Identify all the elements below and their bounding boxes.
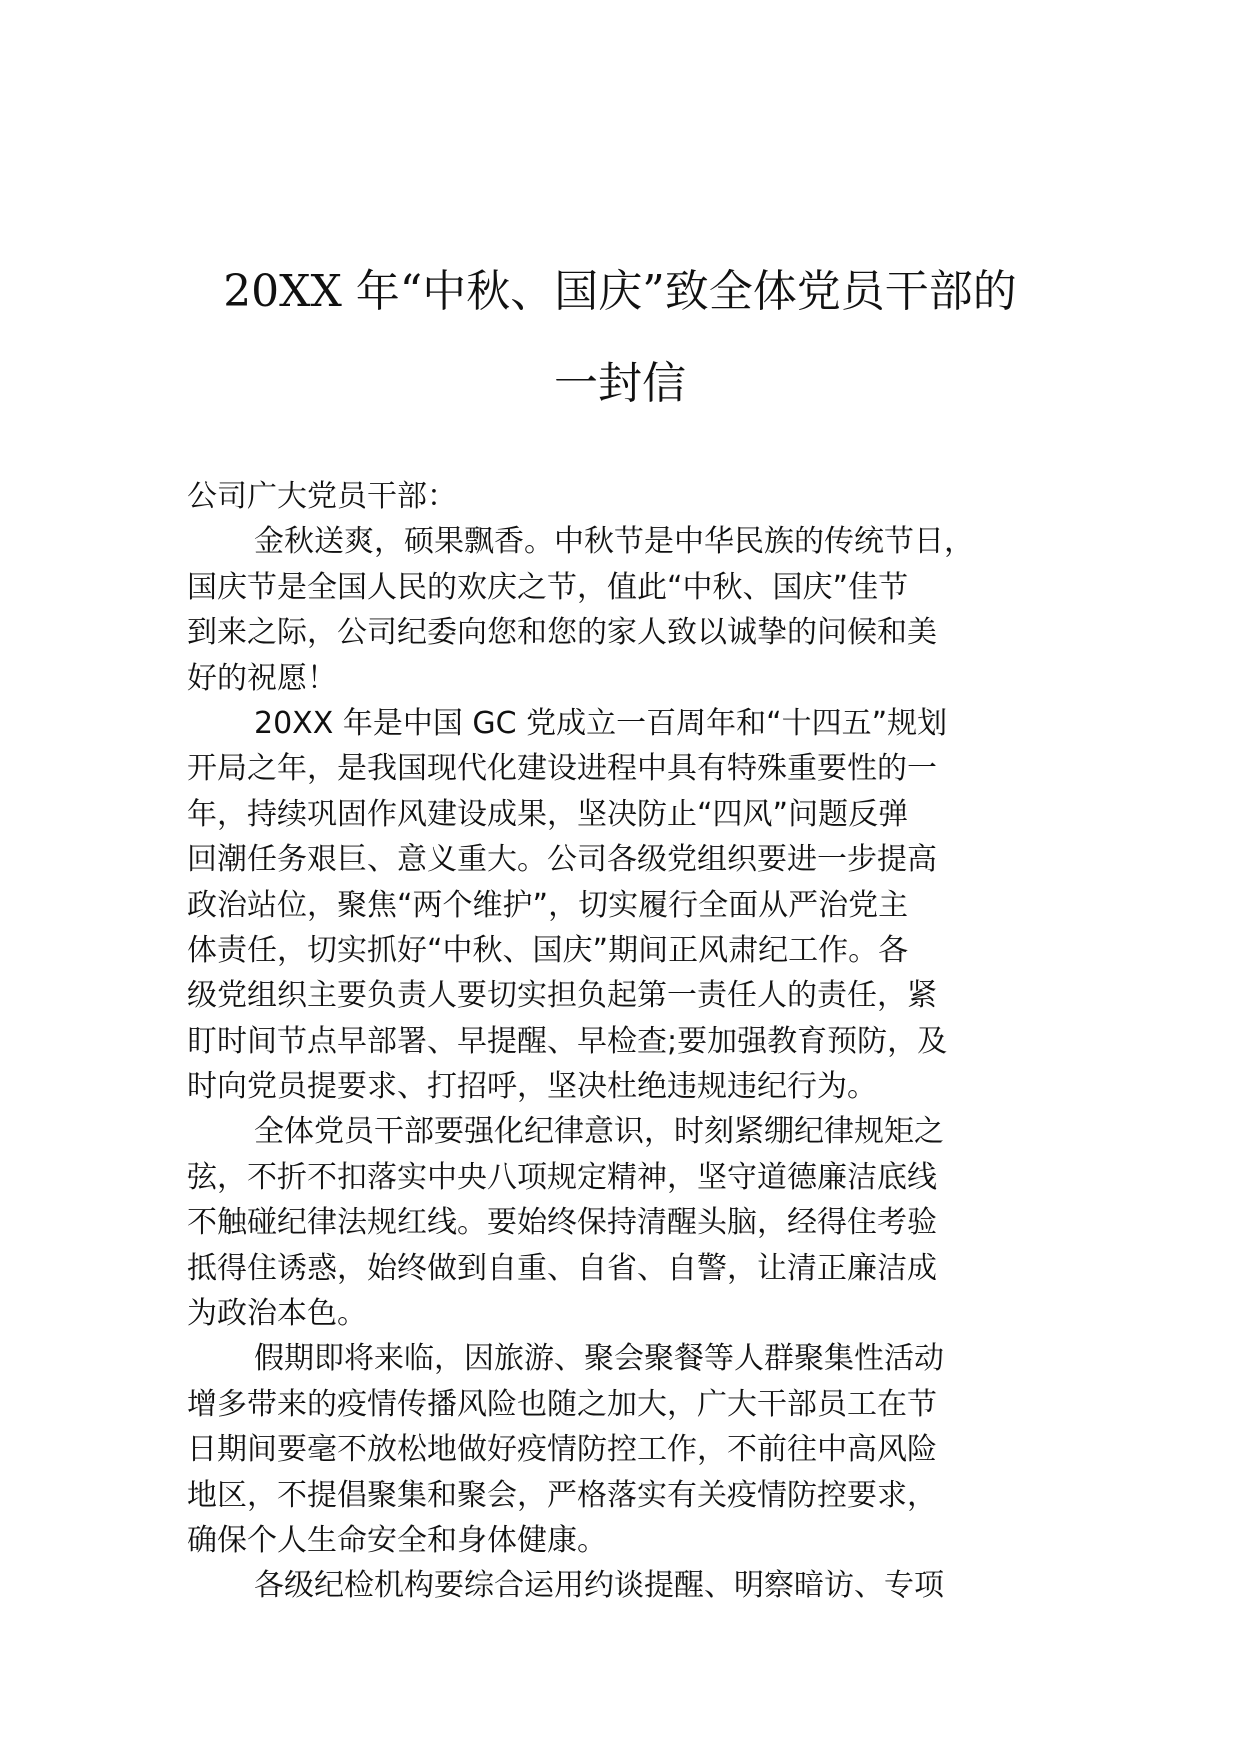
paragraph-line: 抵得住诱惑，始终做到自重、自省、自警，让清正廉洁成 [187, 1250, 937, 1286]
paragraph-line: 开局之年，是我国现代化建设进程中具有特殊重要性的一 [187, 751, 937, 787]
paragraph-line: 年，持续巩固作风建设成果，坚决防止“四风”问题反弹 [187, 796, 909, 832]
paragraph-line: 为政治本色。 [187, 1296, 367, 1332]
paragraph-line: 全体党员干部要强化纪律意识，时刻紧绷纪律规矩之 [254, 1114, 944, 1150]
paragraph-line: 地区，不提倡聚集和聚会，严格落实有关疫情防控要求， [187, 1477, 937, 1513]
paragraph-line: 增多带来的疫情传播风险也随之加大，广大干部员工在节 [187, 1386, 937, 1422]
paragraph-4 [187, 1336, 1087, 1563]
paragraph-line: 确保个人生命安全和身体健康。 [187, 1522, 607, 1558]
paragraph-3 [187, 1109, 1087, 1336]
paragraph-line: 日期间要毫不放松地做好疫情防控工作，不前往中高风险 [187, 1432, 937, 1468]
paragraph-line: 级党组织主要负责人要切实担负起第一责任人的责任，紧 [187, 978, 937, 1014]
paragraph-5 [187, 1563, 1087, 1608]
paragraph-line: 弦，不折不扣落实中央八项规定精神，坚守道德廉洁底线 [187, 1159, 937, 1195]
paragraph-1 [187, 519, 1087, 701]
paragraph-line: 好的祝愿！ [187, 660, 337, 696]
paragraph-line: 20XX 年是中国 GC 党成立一百周年和“十四五”规划 [254, 705, 948, 741]
letter-body [187, 474, 1087, 1609]
paragraph-line: 国庆节是全国人民的欢庆之节，值此“中秋、国庆”佳节 [187, 569, 909, 605]
paragraph-line: 回潮任务艰巨、意义重大。公司各级党组织要进一步提高 [187, 842, 937, 878]
paragraph-line: 体责任，切实抓好“中秋、国庆”期间正风肃纪工作。各 [187, 932, 909, 968]
paragraph-line: 政治站位，聚焦“两个维护”，切实履行全面从严治党主 [187, 887, 909, 923]
paragraph-line: 不触碰纪律法规红线。要始终保持清醒头脑，经得住考验 [187, 1205, 937, 1241]
salutation: 公司广大党员干部： [187, 479, 457, 514]
document-title-line-2: 一封信 [554, 358, 686, 409]
paragraph-2 [187, 701, 1087, 1110]
paragraph-line: 假期即将来临，因旅游、聚会聚餐等人群聚集性活动 [254, 1341, 944, 1377]
paragraph-line: 各级纪检机构要综合运用约谈提醒、明察暗访、专项 [254, 1568, 944, 1604]
paragraph-line: 金秋送爽，硕果飘香。中秋节是中华民族的传统节日， [254, 524, 974, 560]
paragraph-line: 时向党员提要求、打招呼，坚决杜绝违规违纪行为。 [187, 1069, 877, 1105]
paragraph-line: 到来之际，公司纪委向您和您的家人致以诚挚的问候和美 [187, 615, 937, 651]
paragraph-line: 盯时间节点早部署、早提醒、早检查;要加强教育预防，及 [187, 1023, 948, 1059]
document-title-line-1: 20XX 年“中秋、国庆”致全体党员干部的 [223, 266, 1017, 317]
